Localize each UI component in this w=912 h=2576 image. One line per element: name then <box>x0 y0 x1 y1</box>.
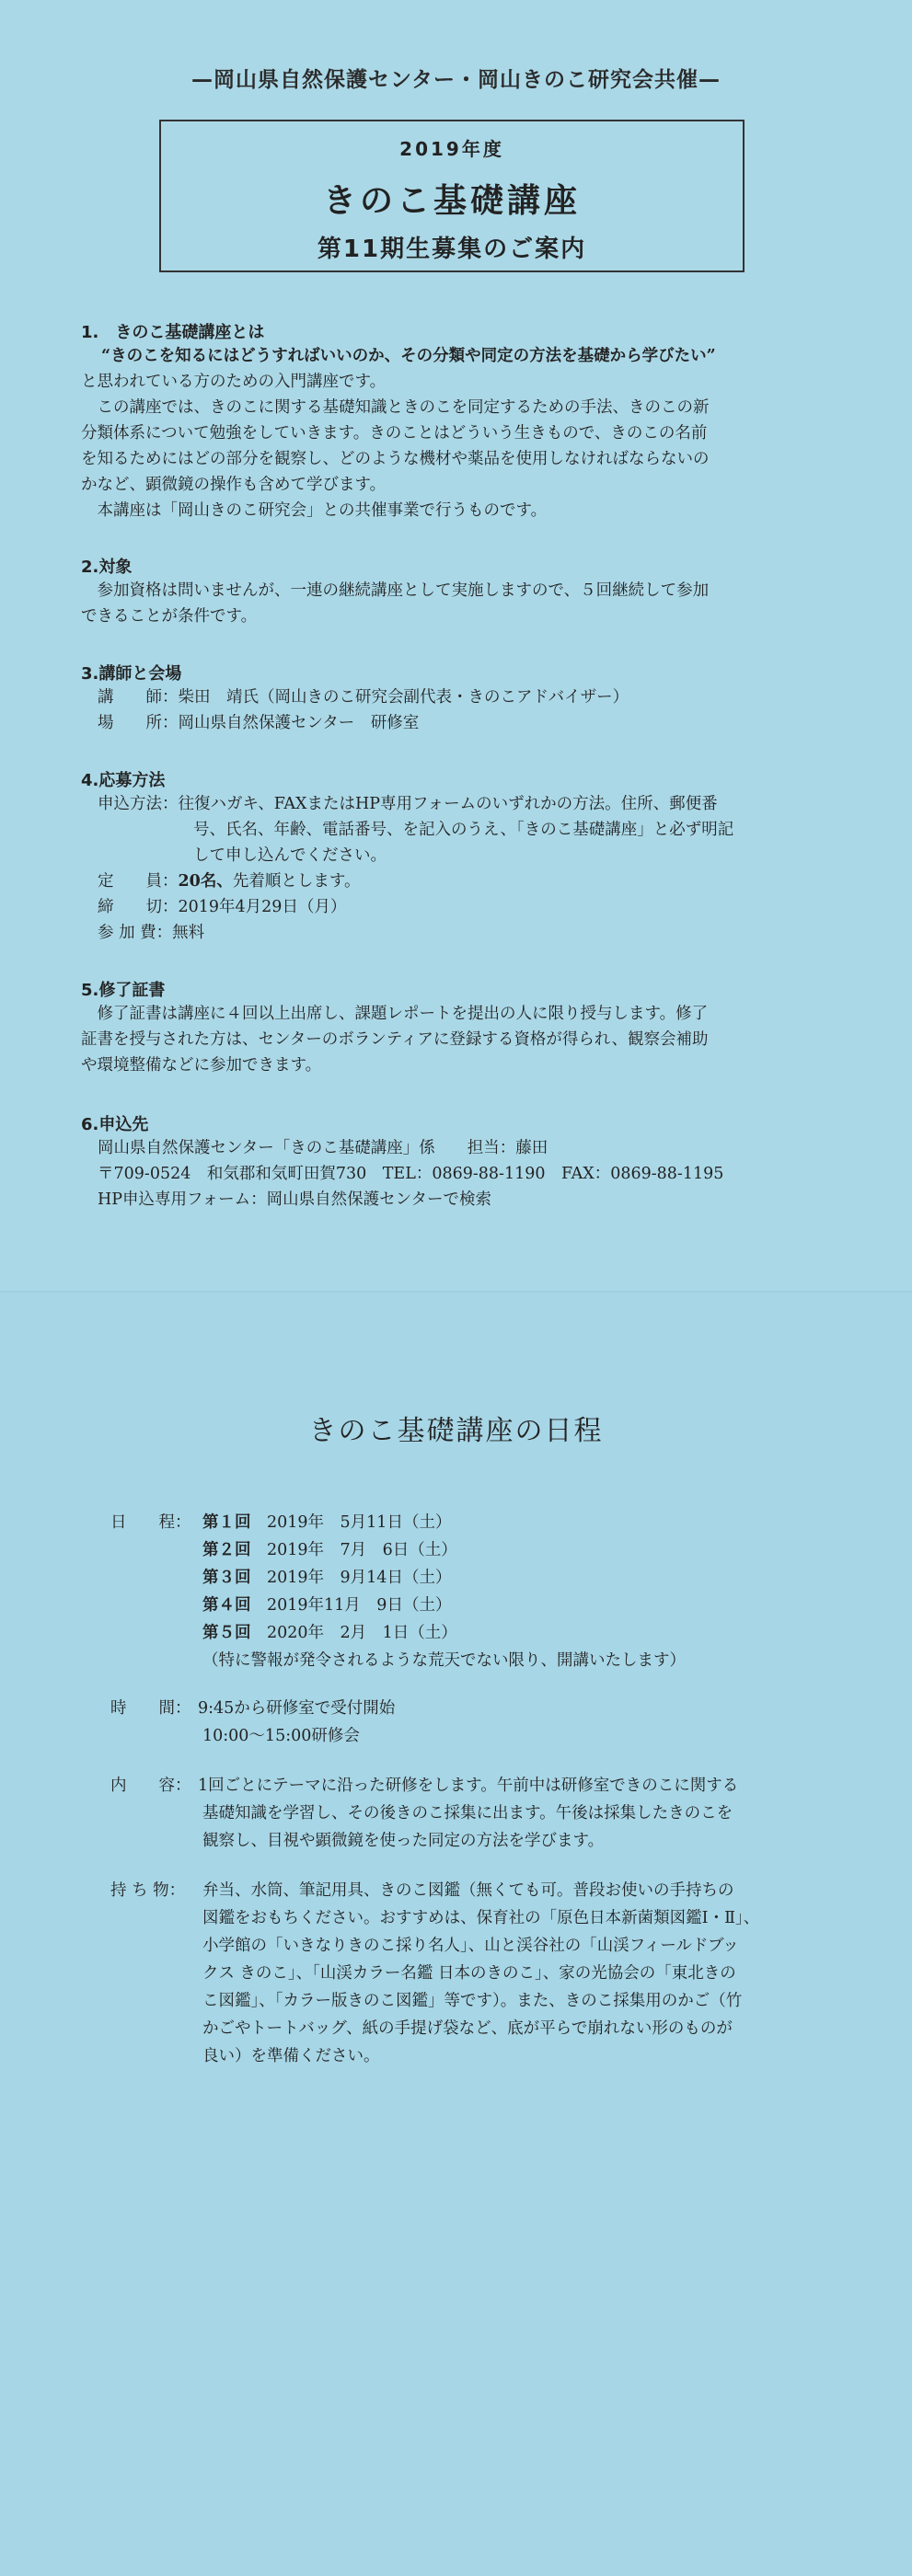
schedule-items: クス きのこ」、「山渓カラー名鑑 日本のきのこ」、家の光協会の「東北きの <box>202 1964 736 1983</box>
schedule-content: 基礎知識を学習し、その後きのこ採集に出ます。午後は採集したきのこを <box>202 1804 733 1823</box>
schedule-items: 弁当、水筒、筆記用具、きのこ図鑑（無くても可。普段お使いの手持ちの <box>202 1881 734 1900</box>
section-1-text: 本講座は「岡山きのこ研究会」との共催事業で行うものです。 <box>81 501 548 520</box>
schedule-content-label: 内 容： <box>110 1777 191 1795</box>
section-1-text: 分類体系について勉強をしていきます。きのことはどういう生きもので、きのこの名前 <box>81 424 708 443</box>
section-5-text: 証書を授与された方は、センターのボランティアに登録する資格が得られ、観察会補助 <box>81 1030 709 1049</box>
apply-method-line: 号、氏名、年齢、電話番号、を記入のうえ、「きのこ基礎講座」と必ず明記 <box>193 821 734 839</box>
schedule-items: こ図鑑」、「カラー版きのこ図鑑」等です）。また、きのこ採集用のかご（竹 <box>202 1992 743 2010</box>
contact-line: 岡山県自然保護センター「きのこ基礎講座」係 担当：藤田 <box>98 1139 548 1157</box>
schedule-items: 良い）を準備ください。 <box>202 2047 380 2065</box>
section-6-heading: 6.申込先 <box>81 1115 149 1134</box>
schedule-session: 第５回 2020年 2月 1日（土） <box>202 1624 457 1642</box>
section-1-text: と思われている方のための入門講座です。 <box>81 373 387 391</box>
schedule-date-label: 日 程： <box>110 1513 191 1532</box>
schedule-time-label: 時 間： <box>110 1699 191 1718</box>
section-2-heading: 2.対象 <box>81 558 133 577</box>
address-line: 〒709-0524 和気郡和気町田賀730 TEL：0869-88-1190 FAX：0869-88-1195 <box>98 1165 724 1183</box>
apply-method-line: して申し込んでください。 <box>193 846 387 865</box>
capacity-value: 20名、 <box>178 872 233 891</box>
section-1-text: “きのこを知るにはどうすればいいのか、その分類や同定の方法を基礎から学びたい” <box>101 347 716 365</box>
year-label: 2019年度 <box>399 138 504 160</box>
schedule-items: 小学館の「いきなりきのこ採り名人」、山と渓谷社の「山渓フィールドブッ <box>202 1937 739 1955</box>
fee-line: 参 加 費：無料 <box>98 924 205 942</box>
apply-method-line: 申込方法：往復ハガキ、FAXまたはHP専用フォームのいずれかの方法。住所、郵便番 <box>98 795 718 813</box>
section-3-heading: 3.講師と会場 <box>81 664 182 684</box>
schedule-content: 観察し、目視や顕微鏡を使った同定の方法を学びます。 <box>202 1832 605 1850</box>
schedule-session: 第４回 2019年11月 9日（土） <box>202 1596 452 1615</box>
capacity-note: 先着順とします。 <box>232 872 361 891</box>
section-2-text: 参加資格は問いませんが、一連の継続講座として実施しますので、５回継続して参加 <box>81 581 710 600</box>
schedule-session: 第２回 2019年 7月 6日（土） <box>202 1541 457 1559</box>
section-1-heading: 1. きのこ基礎講座とは <box>81 323 265 342</box>
web-form-line: HP申込専用フォーム：岡山県自然保護センターで検索 <box>98 1190 491 1209</box>
page-subtitle: 第11期生募集のご案内 <box>317 236 587 263</box>
title-box <box>159 120 745 272</box>
schedule-session: 第１回 2019年 5月11日（土） <box>202 1513 452 1532</box>
deadline-line: 締 切：2019年4月29日（月） <box>98 898 347 916</box>
schedule-session: 第３回 2019年 9月14日（土） <box>202 1569 452 1587</box>
schedule-items-label: 持 ち 物： <box>110 1881 186 1900</box>
schedule-items: かごやトートバッグ、紙の手提げ袋など、底が平らで崩れない形のものが <box>202 2019 733 2038</box>
page-title: きのこ基礎講座 <box>322 182 581 220</box>
section-1-text: この講座では、きのこに関する基礎知識ときのこを同定するための手法、きのこの新 <box>81 398 710 417</box>
schedule-time: 9:45から研修室で受付開始 <box>198 1699 396 1718</box>
schedule-note: （特に警報が発令されるような荒天でない限り、開講いたします） <box>202 1651 686 1670</box>
section-1-text: を知るためにはどの部分を観察し、どのような機材や薬品を使用しなければならないの <box>81 450 710 468</box>
schedule-content: 1回ごとにテーマに沿った研修をします。午前中は研修室できのこに関する <box>198 1777 739 1795</box>
section-5-text: 修了証書は講座に４回以上出席し、課題レポートを提出の人に限り授与します。修了 <box>81 1005 709 1023</box>
section-5-heading: 5.修了証書 <box>81 981 166 1000</box>
capacity-line <box>98 868 360 894</box>
section-1-text: かなど、顕微鏡の操作も含めて学びます。 <box>81 476 387 494</box>
section-5-text: や環境整備などに参加できます。 <box>81 1056 322 1075</box>
schedule-title: きのこ基礎講座の日程 <box>308 1415 604 1447</box>
capacity-label: 定 員： <box>98 872 179 891</box>
section-2-text: できることが条件です。 <box>81 607 258 626</box>
cohost-line: —岡山県自然保護センター・岡山きのこ研究会共催— <box>190 68 722 92</box>
schedule-items: 図鑑をおもちください。おすすめは、保育社の「原色日本新菌類図鑑Ⅰ・Ⅱ」、 <box>202 1909 760 1927</box>
venue-line: 場 所：岡山県自然保護センター 研修室 <box>98 714 420 732</box>
schedule-time: 10:00～15:00研修会 <box>202 1727 360 1745</box>
section-4-heading: 4.応募方法 <box>81 771 166 790</box>
instructor-line: 講 師：柴田 靖氏（岡山きのこ研究会副代表・きのこアドバイザー） <box>98 688 629 707</box>
